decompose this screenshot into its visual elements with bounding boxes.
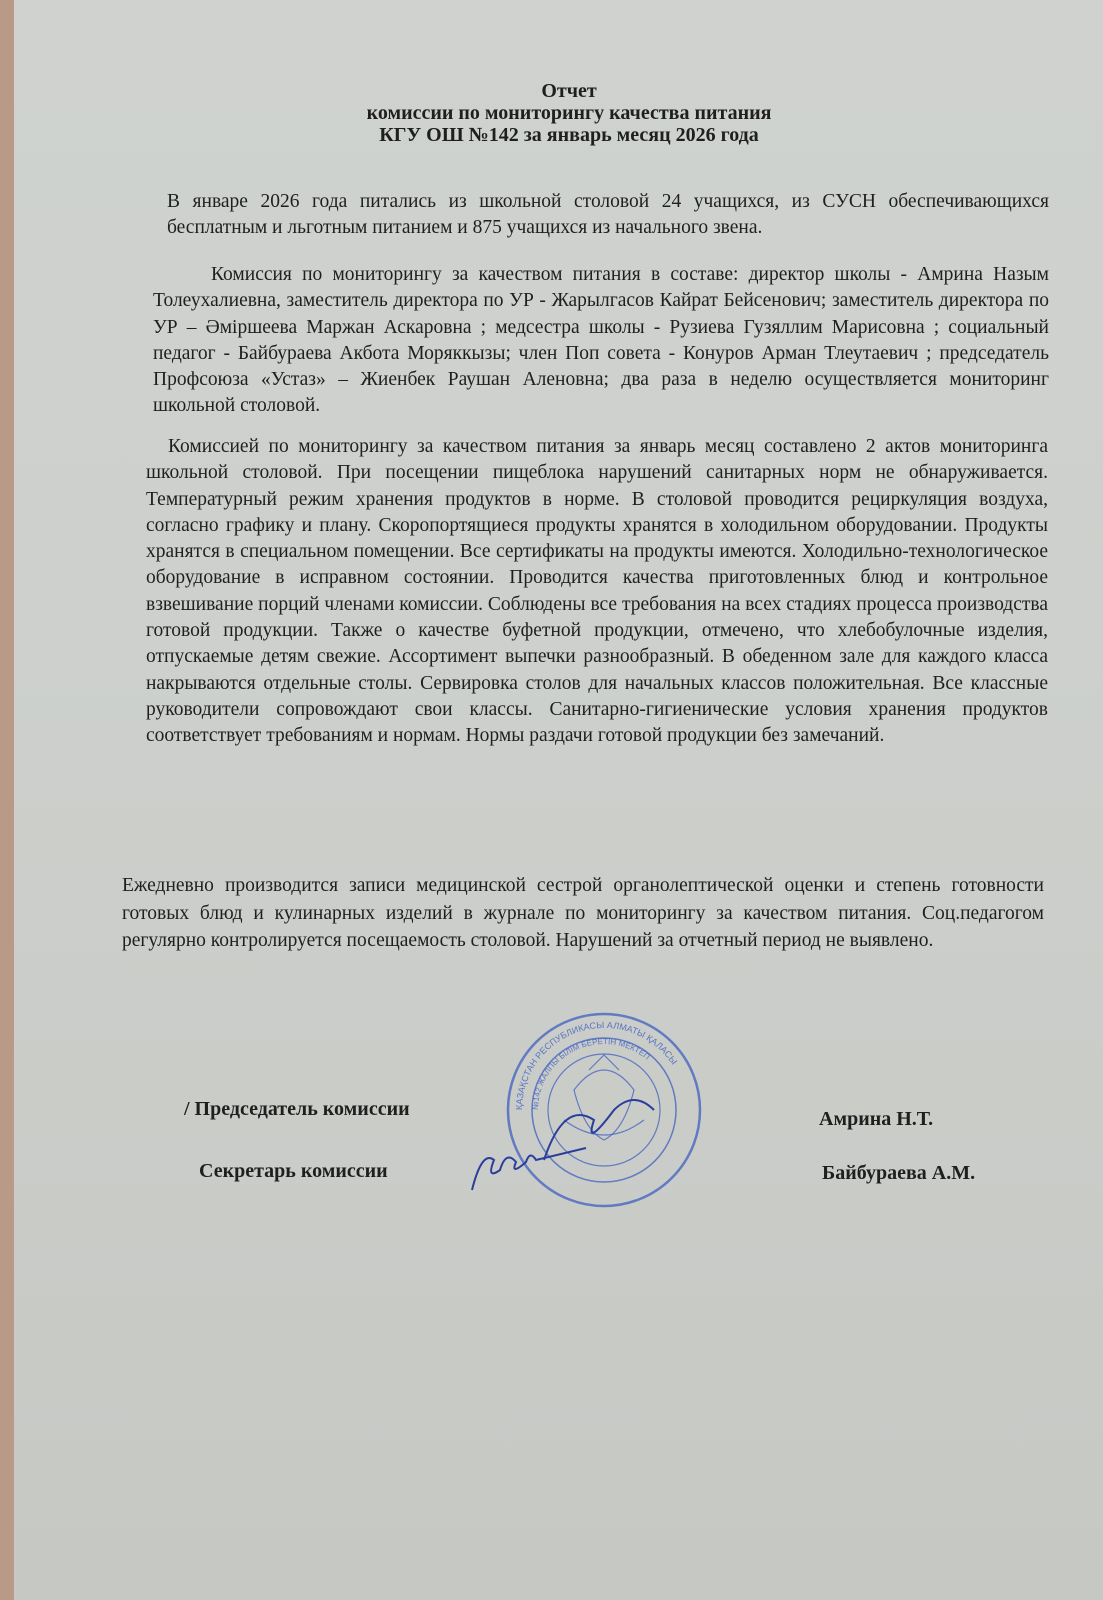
- document-title: [14, 80, 1103, 146]
- chair-name: Амрина Н.Т.: [819, 1108, 934, 1130]
- stamp-inner-text: №142 ЖАЛПЫ БІЛІМ БЕРЕТІН МЕКТЕП: [530, 1036, 652, 1111]
- document-sheet: [14, 0, 1103, 1600]
- secretary-name: Байбураева А.М.: [822, 1162, 976, 1184]
- stamp-outer-text: ҚАЗАҚСТАН РЕСПУБЛИКАСЫ АЛМАТЫ ҚАЛАСЫ: [513, 1019, 680, 1111]
- title-line-2: комиссии по мониторингу качества питания: [366, 102, 772, 124]
- secretary-signature: [464, 1140, 594, 1200]
- paragraph-commission-members: Комиссия по мониторингу за качеством питания в составе: директор школы - Амрина Назым Толеухалиевна, заместитель директора по УР - Жарылгасов Кайрат Бейсенович; заместитель директора по УР – Әміршеева Маржан Аскаровна ; медсестра школы - Рузиева Гузяллим Марисовна ; социальный педагог - Байбураева Акбота Моряккызы; член Поп совета - Конуров Арман Тлеутаевич ; председатель Профсоюза «Устаз» – Жиенбек Раушан Аленовна; два раза в неделю осуществляется мониторинг школьной столовой.: [153, 264, 1049, 417]
- paragraph-monitoring-results: Комиссией по мониторингу за качеством питания за январь месяц составлено 2 актов мониторинга школьной столовой. При посещении пищеблока нарушений санитарных норм не обнаруживается. Температурный режим хранения продуктов в норме. В столовой проводится рециркуляция воздуха, согласно графику и плану. Скоропортящиеся продукты хранятся в холодильном оборудовании. Продукты хранятся в специальном помещении. Все сертификаты на продукты имеются. Холодильно-технологическое оборудование в исправном состоянии. Проводится качества приготовленных блюд и контрольное взвешивание порций членами комиссии. Соблюдены все требования на всех стадиях процесса производства готовой продукции. Также о качестве буфетной продукции, отмечено, что хлебобулочные изделия, отпускаемые детям свежие. Ассортимент выпечки разнообразный. В обеденном зале для каждого класса накрываются отдельные столы. Сервировка столов для начальных классов положительная. Все классные руководители сопровождают свои классы. Санитарно-гигиенические условия хранения продуктов соответствует требованиям и нормам. Нормы раздачи готовой продукции без замечаний.: [146, 436, 1048, 747]
- title-line-3: КГУ ОШ №142 за январь месяц 2026 года: [379, 124, 759, 146]
- paragraph-students: В январе 2026 года питались из школьной столовой 24 учащихся, из СУСН обеспечивающихся бесплатным и льготным питанием и 875 учащихся из начального звена.: [167, 191, 1049, 239]
- secretary-label: Секретарь комиссии: [199, 1160, 388, 1182]
- paragraph-daily-records: Ежедневно производится записи медицинской сестрой органолептической оценки и степень готовности готовых блюд и кулинарных изделий в журнале по мониторингу за качеством питания. Соц.педагогом регулярно контролируется посещаемость столовой. Нарушений за отчетный период не выявлено.: [122, 875, 1044, 951]
- title-line-1: Отчет: [541, 80, 597, 102]
- chair-label: / Председатель комиссии: [184, 1098, 410, 1120]
